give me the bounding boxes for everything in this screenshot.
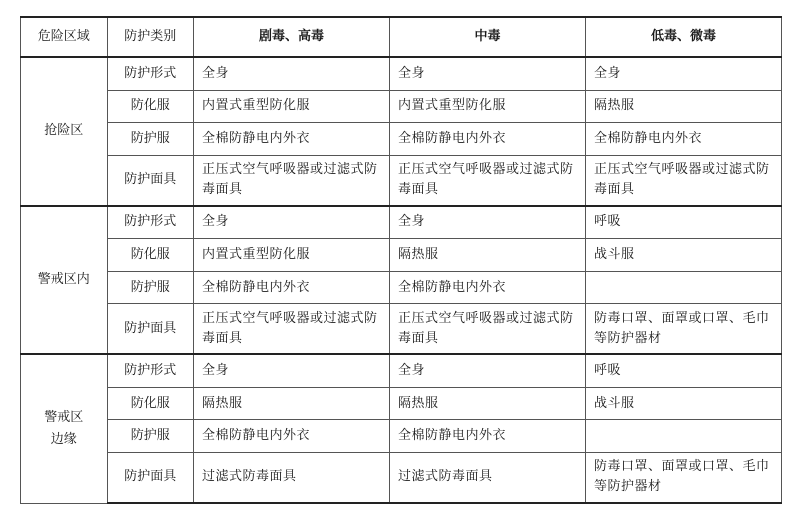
category-cell: 防护面具 [107,155,194,205]
protection-equipment-table [20,16,782,504]
value-cell-level-2: 全身 [390,57,586,90]
table-row [21,239,782,272]
header-row [21,17,782,57]
value-cell-level-1: 内置式重型防化服 [194,239,390,272]
value-cell-level-3: 全棉防静电内外衣 [585,123,781,156]
value-cell-level-3: 呼吸 [585,206,781,239]
category-cell: 防化服 [107,90,194,123]
value-cell-level-3: 隔热服 [585,90,781,123]
table-row [21,304,782,354]
table-row [21,420,782,453]
table-row [21,354,782,387]
zone-cell: 警戒区内 [21,206,108,355]
category-cell: 防护形式 [107,354,194,387]
header-level-3: 低毒、微毒 [585,17,781,57]
value-cell-level-2: 正压式空气呼吸器或过滤式防毒面具 [390,155,586,205]
table-row [21,90,782,123]
value-cell-level-1: 全棉防静电内外衣 [194,123,390,156]
category-cell: 防化服 [107,239,194,272]
category-cell: 防护面具 [107,304,194,354]
value-cell-level-2: 全棉防静电内外衣 [390,271,586,304]
category-cell: 防化服 [107,387,194,420]
value-cell-level-2: 过滤式防毒面具 [390,452,586,503]
header-zone: 危险区域 [21,17,108,57]
header-category: 防护类别 [107,17,194,57]
table-header [21,17,782,57]
header-level-2: 中毒 [390,17,586,57]
category-cell: 防护服 [107,271,194,304]
category-cell: 防护形式 [107,57,194,90]
category-cell: 防护服 [107,420,194,453]
zone-cell: 抢险区 [21,57,108,206]
table-row [21,57,782,90]
zone-cell: 警戒区 边缘 [21,354,108,503]
table-row [21,206,782,239]
value-cell-level-3: 防毒口罩、面罩或口罩、毛巾等防护器材 [585,304,781,354]
value-cell-level-1: 过滤式防毒面具 [194,452,390,503]
value-cell-level-1: 正压式空气呼吸器或过滤式防毒面具 [194,155,390,205]
category-cell: 防护面具 [107,452,194,503]
value-cell-level-2: 全身 [390,206,586,239]
category-cell: 防护形式 [107,206,194,239]
value-cell-level-3: 战斗服 [585,387,781,420]
value-cell-level-2: 全棉防静电内外衣 [390,420,586,453]
value-cell-level-3: 全身 [585,57,781,90]
value-cell-level-1: 全身 [194,206,390,239]
value-cell-level-3: 战斗服 [585,239,781,272]
value-cell-level-2: 全身 [390,354,586,387]
value-cell-level-2: 正压式空气呼吸器或过滤式防毒面具 [390,304,586,354]
value-cell-level-1: 内置式重型防化服 [194,90,390,123]
value-cell-level-2: 隔热服 [390,239,586,272]
value-cell-level-3: 正压式空气呼吸器或过滤式防毒面具 [585,155,781,205]
value-cell-level-2: 隔热服 [390,387,586,420]
value-cell-level-1: 全身 [194,354,390,387]
value-cell-level-3: 呼吸 [585,354,781,387]
category-cell: 防护服 [107,123,194,156]
value-cell-level-3 [585,271,781,304]
value-cell-level-2: 全棉防静电内外衣 [390,123,586,156]
table-row [21,155,782,205]
table-row [21,387,782,420]
header-level-1: 剧毒、高毒 [194,17,390,57]
value-cell-level-1: 全棉防静电内外衣 [194,420,390,453]
value-cell-level-1: 隔热服 [194,387,390,420]
protection-table-sheet [20,16,782,504]
value-cell-level-1: 全棉防静电内外衣 [194,271,390,304]
table-row [21,123,782,156]
value-cell-level-1: 全身 [194,57,390,90]
value-cell-level-2: 内置式重型防化服 [390,90,586,123]
value-cell-level-3 [585,420,781,453]
table-row [21,271,782,304]
table-body [21,57,782,503]
table-row [21,452,782,503]
value-cell-level-1: 正压式空气呼吸器或过滤式防毒面具 [194,304,390,354]
value-cell-level-3: 防毒口罩、面罩或口罩、毛巾等防护器材 [585,452,781,503]
